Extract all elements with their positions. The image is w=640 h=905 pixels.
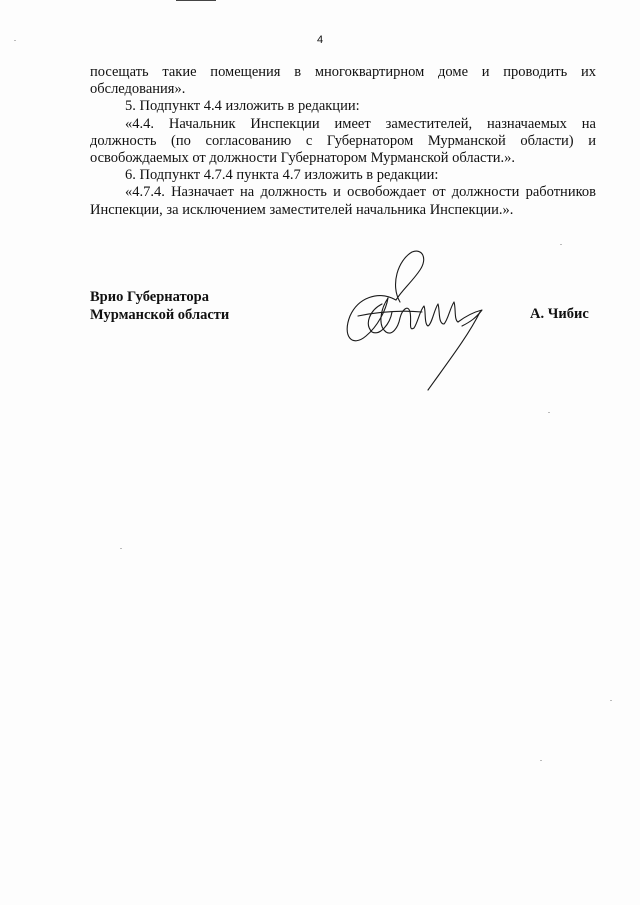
- paragraph-clause-4-4: «4.4. Начальник Инспекции имеет заместителей, назначаемых на должность (по согласованию с Губернатором Мурманской области) и освобождаемых от должности Губернатором Мурманской области.».: [90, 115, 596, 167]
- scan-speck: [14, 40, 16, 41]
- paragraph-item-6: 6. Подпункт 4.7.4 пункта 4.7 изложить в редакции:: [125, 167, 439, 184]
- paragraph-item-5: 5. Подпункт 4.4 изложить в редакции:: [125, 98, 360, 115]
- document-body: [90, 64, 596, 219]
- page-number: 4: [316, 34, 324, 46]
- scan-speck: [540, 760, 542, 761]
- handwritten-signature: [330, 240, 500, 400]
- signatory-name: А. Чибис: [530, 306, 589, 322]
- top-rule: [176, 0, 216, 2]
- paragraph-clause-4-7-4: «4.7.4. Назначает на должность и освобождает от должности работников Инспекции, за исключением заместителей начальника Инспекции.».: [90, 184, 596, 218]
- paragraph-continuation: посещать такие помещения в многоквартирном доме и проводить их обследования».: [90, 64, 596, 98]
- scan-speck: [120, 548, 122, 549]
- signatory-title-line-2: Мурманской области: [90, 306, 230, 323]
- scan-speck: [548, 412, 550, 413]
- signatory-title: [90, 289, 229, 324]
- signatory-title-line-1: Врио Губернатора: [90, 289, 209, 305]
- scan-speck: [610, 700, 612, 701]
- scan-speck: [560, 244, 562, 245]
